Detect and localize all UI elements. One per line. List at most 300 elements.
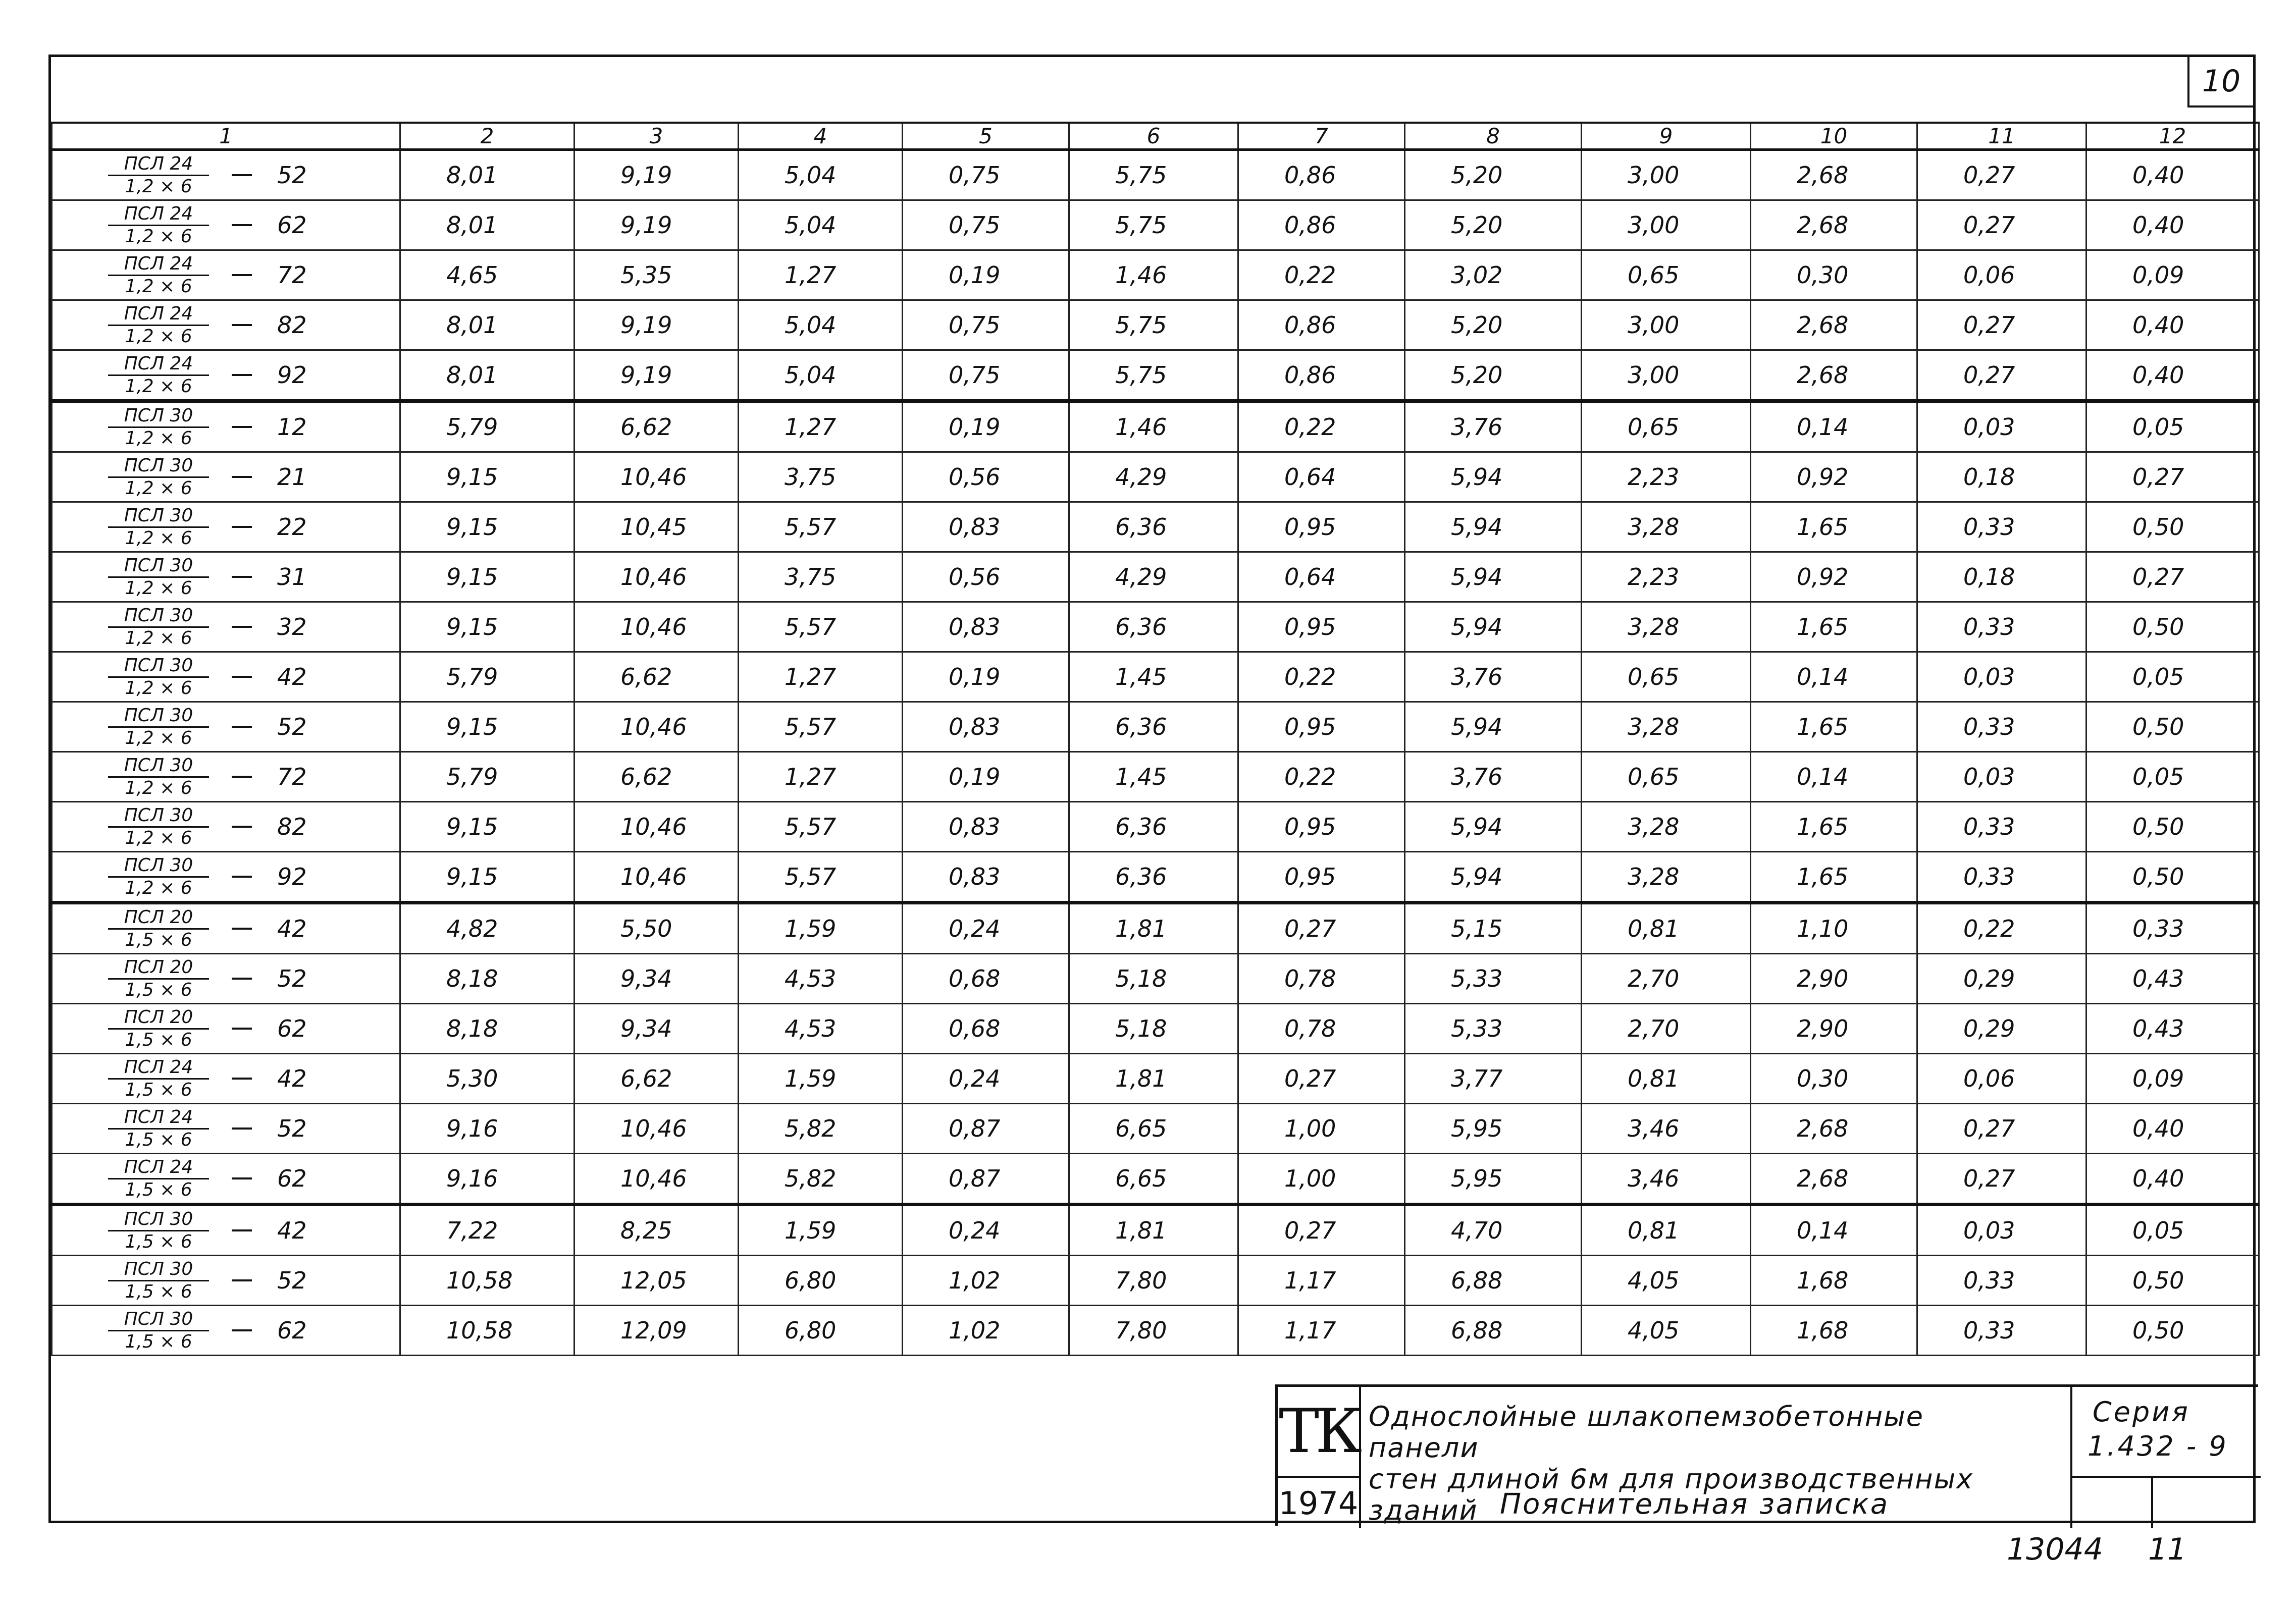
value-cell-col-7: 0,86 [1238, 200, 1405, 250]
value-cell-col-2: 10,58 [400, 1256, 575, 1306]
panel-mark-cell [52, 903, 400, 954]
value-cell-col-10: 0,14 [1751, 752, 1917, 802]
value-cell-col-9: 0,65 [1582, 401, 1751, 452]
panel-type: ПСЛ 30 [108, 406, 209, 428]
value-cell-col-11: 0,27 [1917, 150, 2086, 200]
value-cell-col-7: 1,00 [1238, 1154, 1405, 1205]
value-cell-col-5: 0,87 [903, 1154, 1069, 1205]
panel-size: 1,2 × 6 [125, 427, 192, 449]
title-line-1: Однослойные шлакопемзобетонные панели [1369, 1401, 1924, 1464]
organization-logo: ТК [1278, 1387, 1361, 1478]
value-cell-col-8: 5,20 [1405, 300, 1582, 350]
value-cell-col-7: 1,17 [1238, 1306, 1405, 1356]
value-cell-col-5: 0,83 [903, 702, 1069, 752]
value-cell-col-2: 9,16 [400, 1154, 575, 1205]
value-cell-col-8: 3,76 [1405, 401, 1582, 452]
value-cell-col-7: 0,95 [1238, 852, 1405, 903]
value-cell-col-2: 8,01 [400, 350, 575, 401]
value-cell-col-8: 5,95 [1405, 1104, 1582, 1154]
table-row [52, 350, 2259, 401]
panel-mark [53, 703, 399, 751]
value-cell-col-4: 5,57 [739, 602, 903, 652]
panel-mark-fraction [108, 556, 209, 598]
dash-separator [232, 174, 252, 176]
panel-mark-cell [52, 150, 400, 200]
value-cell-col-10: 2,68 [1751, 300, 1917, 350]
value-cell-col-10: 0,14 [1751, 652, 1917, 702]
value-cell-col-10: 2,90 [1751, 1004, 1917, 1054]
panel-mark-fraction [108, 756, 209, 798]
panel-size: 1,2 × 6 [125, 827, 192, 848]
value-cell-col-7: 0,27 [1238, 1205, 1405, 1256]
value-cell-col-11: 0,27 [1917, 200, 2086, 250]
panel-mark [53, 954, 399, 1003]
panel-code: 52 [277, 1267, 307, 1294]
panel-type: ПСЛ 30 [108, 806, 209, 828]
value-cell-col-3: 9,19 [575, 350, 739, 401]
value-cell-col-3: 10,46 [575, 602, 739, 652]
value-cell-col-9: 3,46 [1582, 1104, 1751, 1154]
value-cell-col-6: 1,46 [1069, 401, 1238, 452]
value-cell-col-5: 0,19 [903, 401, 1069, 452]
value-cell-col-5: 0,24 [903, 1054, 1069, 1104]
table-row [52, 1004, 2259, 1054]
value-cell-col-4: 4,53 [739, 954, 903, 1004]
panel-type: ПСЛ 30 [108, 1260, 209, 1281]
dash-separator [232, 1229, 252, 1231]
value-cell-col-4: 1,59 [739, 1054, 903, 1104]
value-cell-col-8: 5,94 [1405, 702, 1582, 752]
value-cell-col-10: 2,68 [1751, 150, 1917, 200]
panel-mark-fraction [108, 1210, 209, 1252]
panel-type: ПСЛ 24 [108, 1158, 209, 1179]
panel-mark-fraction [108, 706, 209, 748]
value-cell-col-7: 0,78 [1238, 954, 1405, 1004]
table-row [52, 1205, 2259, 1256]
value-cell-col-10: 2,68 [1751, 1104, 1917, 1154]
value-cell-col-7: 0,22 [1238, 652, 1405, 702]
value-cell-col-12: 0,40 [2086, 300, 2259, 350]
panel-type: ПСЛ 30 [108, 556, 209, 578]
value-cell-col-4: 6,80 [739, 1256, 903, 1306]
panel-code: 22 [277, 513, 307, 541]
dash-separator [232, 1078, 252, 1080]
value-cell-col-6: 7,80 [1069, 1306, 1238, 1356]
panel-code: 42 [277, 1065, 307, 1092]
panel-type: ПСЛ 20 [108, 1008, 209, 1030]
value-cell-col-9: 4,05 [1582, 1306, 1751, 1356]
value-cell-col-9: 0,65 [1582, 752, 1751, 802]
value-cell-col-7: 1,00 [1238, 1104, 1405, 1154]
value-cell-col-10: 1,65 [1751, 602, 1917, 652]
value-cell-col-11: 0,33 [1917, 1306, 2086, 1356]
value-cell-col-6: 6,36 [1069, 602, 1238, 652]
value-cell-col-12: 0,40 [2086, 150, 2259, 200]
value-cell-col-3: 10,46 [575, 452, 739, 502]
value-cell-col-2: 4,82 [400, 903, 575, 954]
value-cell-col-3: 9,19 [575, 300, 739, 350]
panel-mark-cell [52, 452, 400, 502]
value-cell-col-7: 0,78 [1238, 1004, 1405, 1054]
value-cell-col-10: 0,30 [1751, 1054, 1917, 1104]
table-row [52, 250, 2259, 300]
value-cell-col-11: 0,33 [1917, 1256, 2086, 1306]
panel-size: 1,5 × 6 [125, 1029, 192, 1050]
dash-separator [232, 526, 252, 528]
panel-type: ПСЛ 30 [108, 506, 209, 528]
value-cell-col-9: 0,65 [1582, 652, 1751, 702]
stamp-blank-cell-b [2151, 1478, 2261, 1528]
value-cell-col-10: 1,65 [1751, 852, 1917, 903]
dash-separator [232, 1279, 252, 1281]
table-row [52, 752, 2259, 802]
panel-size: 1,2 × 6 [125, 577, 192, 599]
panel-size: 1,2 × 6 [125, 777, 192, 798]
value-cell-col-4: 1,27 [739, 250, 903, 300]
value-cell-col-7: 0,22 [1238, 250, 1405, 300]
column-header-12: 12 [2086, 123, 2259, 150]
panel-mark [53, 1306, 399, 1355]
panel-type: ПСЛ 30 [108, 456, 209, 478]
specification-table [51, 122, 2260, 1356]
value-cell-col-8: 5,94 [1405, 452, 1582, 502]
panel-mark-cell [52, 1205, 400, 1256]
value-cell-col-10: 0,14 [1751, 1205, 1917, 1256]
panel-size: 1,2 × 6 [125, 877, 192, 898]
panel-code: 42 [277, 1217, 307, 1244]
value-cell-col-9: 4,05 [1582, 1256, 1751, 1306]
value-cell-col-9: 3,28 [1582, 502, 1751, 552]
value-cell-col-11: 0,27 [1917, 300, 2086, 350]
value-cell-col-5: 0,68 [903, 1004, 1069, 1054]
value-cell-col-7: 0,86 [1238, 300, 1405, 350]
value-cell-col-12: 0,40 [2086, 350, 2259, 401]
value-cell-col-12: 0,27 [2086, 552, 2259, 602]
value-cell-col-4: 3,75 [739, 452, 903, 502]
panel-type: ПСЛ 30 [108, 706, 209, 728]
value-cell-col-7: 0,22 [1238, 401, 1405, 452]
value-cell-col-10: 1,68 [1751, 1256, 1917, 1306]
dash-separator [232, 476, 252, 478]
panel-mark-cell [52, 602, 400, 652]
value-cell-col-10: 0,92 [1751, 452, 1917, 502]
value-cell-col-7: 0,95 [1238, 702, 1405, 752]
value-cell-col-2: 8,01 [400, 200, 575, 250]
panel-mark-fraction [108, 606, 209, 648]
value-cell-col-6: 4,29 [1069, 452, 1238, 502]
panel-mark-cell [52, 502, 400, 552]
panel-mark-fraction [108, 1058, 209, 1100]
panel-code: 62 [277, 1165, 307, 1192]
value-cell-col-6: 5,75 [1069, 150, 1238, 200]
value-cell-col-10: 0,14 [1751, 401, 1917, 452]
dash-separator [232, 1028, 252, 1030]
value-cell-col-3: 9,34 [575, 954, 739, 1004]
value-cell-col-2: 8,18 [400, 954, 575, 1004]
dash-separator [232, 726, 252, 728]
table-row [52, 652, 2259, 702]
panel-mark-cell [52, 200, 400, 250]
panel-code: 62 [277, 1317, 307, 1344]
value-cell-col-5: 0,83 [903, 502, 1069, 552]
panel-mark-fraction [108, 1158, 209, 1200]
panel-size: 1,2 × 6 [125, 276, 192, 297]
value-cell-col-9: 0,81 [1582, 1054, 1751, 1104]
value-cell-col-7: 0,27 [1238, 1054, 1405, 1104]
value-cell-col-6: 4,29 [1069, 552, 1238, 602]
panel-type: ПСЛ 24 [108, 354, 209, 376]
panel-mark-cell [52, 752, 400, 802]
panel-code: 82 [277, 311, 307, 339]
column-header-2: 2 [400, 123, 575, 150]
panel-mark-fraction [108, 254, 209, 296]
value-cell-col-4: 1,59 [739, 1205, 903, 1256]
panel-mark-cell [52, 1054, 400, 1104]
value-cell-col-6: 7,80 [1069, 1256, 1238, 1306]
column-header-11: 11 [1917, 123, 2086, 150]
dash-separator [232, 1329, 252, 1331]
dash-separator [232, 626, 252, 628]
table-row [52, 401, 2259, 452]
panel-mark-cell [52, 802, 400, 852]
value-cell-col-10: 1,65 [1751, 702, 1917, 752]
value-cell-col-6: 5,18 [1069, 954, 1238, 1004]
value-cell-col-10: 1,65 [1751, 502, 1917, 552]
value-cell-col-2: 8,01 [400, 300, 575, 350]
value-cell-col-6: 1,45 [1069, 752, 1238, 802]
value-cell-col-11: 0,29 [1917, 1004, 2086, 1054]
value-cell-col-5: 0,75 [903, 300, 1069, 350]
column-header-5: 5 [903, 123, 1069, 150]
value-cell-col-5: 0,83 [903, 802, 1069, 852]
value-cell-col-5: 0,83 [903, 852, 1069, 903]
panel-code: 92 [277, 361, 307, 389]
panel-size: 1,5 × 6 [125, 1079, 192, 1100]
value-cell-col-5: 1,02 [903, 1306, 1069, 1356]
value-cell-col-4: 1,27 [739, 401, 903, 452]
value-cell-col-2: 9,15 [400, 802, 575, 852]
panel-mark-fraction [108, 406, 209, 448]
dash-separator [232, 928, 252, 930]
panel-mark [53, 904, 399, 953]
column-header-8: 8 [1405, 123, 1582, 150]
panel-type: ПСЛ 30 [108, 606, 209, 628]
table-row [52, 903, 2259, 954]
panel-size: 1,5 × 6 [125, 1179, 192, 1200]
value-cell-col-3: 6,62 [575, 752, 739, 802]
value-cell-col-3: 6,62 [575, 401, 739, 452]
panel-size: 1,2 × 6 [125, 226, 192, 247]
value-cell-col-8: 5,33 [1405, 954, 1582, 1004]
value-cell-col-8: 6,88 [1405, 1306, 1582, 1356]
value-cell-col-12: 0,50 [2086, 1256, 2259, 1306]
panel-size: 1,2 × 6 [125, 627, 192, 649]
panel-size: 1,2 × 6 [125, 677, 192, 699]
archive-number: 13044 [2007, 1532, 2103, 1567]
dash-separator [232, 324, 252, 326]
value-cell-col-12: 0,50 [2086, 702, 2259, 752]
value-cell-col-7: 0,86 [1238, 150, 1405, 200]
panel-mark-fraction [108, 806, 209, 848]
value-cell-col-12: 0,40 [2086, 1104, 2259, 1154]
value-cell-col-12: 0,27 [2086, 452, 2259, 502]
value-cell-col-11: 0,27 [1917, 1104, 2086, 1154]
value-cell-col-10: 2,68 [1751, 1154, 1917, 1205]
panel-type: ПСЛ 24 [108, 154, 209, 176]
value-cell-col-12: 0,50 [2086, 802, 2259, 852]
panel-mark [53, 753, 399, 801]
panel-type: ПСЛ 24 [108, 304, 209, 326]
value-cell-col-12: 0,40 [2086, 200, 2259, 250]
panel-mark [53, 802, 399, 851]
value-cell-col-3: 9,19 [575, 200, 739, 250]
value-cell-col-3: 8,25 [575, 1205, 739, 1256]
value-cell-col-5: 0,87 [903, 1104, 1069, 1154]
value-cell-col-10: 0,30 [1751, 250, 1917, 300]
panel-mark-fraction [108, 506, 209, 548]
dash-separator [232, 576, 252, 578]
panel-type: ПСЛ 24 [108, 1058, 209, 1080]
value-cell-col-11: 0,06 [1917, 250, 2086, 300]
value-cell-col-6: 5,75 [1069, 300, 1238, 350]
panel-mark [53, 553, 399, 601]
value-cell-col-3: 10,46 [575, 852, 739, 903]
value-cell-col-11: 0,33 [1917, 852, 2086, 903]
value-cell-col-8: 3,02 [1405, 250, 1582, 300]
value-cell-col-5: 0,83 [903, 602, 1069, 652]
panel-size: 1,2 × 6 [125, 176, 192, 197]
value-cell-col-9: 2,70 [1582, 1004, 1751, 1054]
value-cell-col-3: 5,50 [575, 903, 739, 954]
value-cell-col-5: 0,56 [903, 552, 1069, 602]
dash-separator [232, 1177, 252, 1179]
value-cell-col-7: 0,95 [1238, 502, 1405, 552]
value-cell-col-9: 3,00 [1582, 150, 1751, 200]
dash-separator [232, 776, 252, 778]
value-cell-col-9: 3,28 [1582, 802, 1751, 852]
value-cell-col-4: 5,04 [739, 200, 903, 250]
value-cell-col-3: 12,05 [575, 1256, 739, 1306]
panel-mark-fraction [108, 1108, 209, 1150]
value-cell-col-2: 4,65 [400, 250, 575, 300]
value-cell-col-6: 6,65 [1069, 1104, 1238, 1154]
panel-code: 52 [277, 713, 307, 740]
dash-separator [232, 876, 252, 878]
value-cell-col-11: 0,29 [1917, 954, 2086, 1004]
panel-mark-fraction [108, 908, 209, 950]
value-cell-col-6: 1,45 [1069, 652, 1238, 702]
panel-code: 42 [277, 663, 307, 690]
value-cell-col-8: 3,76 [1405, 752, 1582, 802]
panel-mark [53, 603, 399, 651]
value-cell-col-7: 0,22 [1238, 752, 1405, 802]
column-header-7: 7 [1238, 123, 1405, 150]
table-row [52, 702, 2259, 752]
value-cell-col-8: 5,94 [1405, 602, 1582, 652]
document-subtitle: Пояснительная записка [1500, 1488, 1890, 1521]
value-cell-col-12: 0,50 [2086, 1306, 2259, 1356]
panel-mark [53, 852, 399, 901]
dash-separator [232, 374, 252, 376]
value-cell-col-2: 10,58 [400, 1306, 575, 1356]
panel-mark [53, 1154, 399, 1203]
value-cell-col-4: 5,04 [739, 350, 903, 401]
dash-separator [232, 676, 252, 678]
value-cell-col-10: 2,68 [1751, 350, 1917, 401]
dash-separator [232, 426, 252, 428]
panel-mark-cell [52, 1256, 400, 1306]
value-cell-col-2: 9,15 [400, 502, 575, 552]
column-header-4: 4 [739, 123, 903, 150]
table-body [52, 150, 2259, 1356]
panel-mark-fraction [108, 656, 209, 698]
value-cell-col-3: 10,46 [575, 552, 739, 602]
value-cell-col-3: 12,09 [575, 1306, 739, 1356]
value-cell-col-9: 2,23 [1582, 552, 1751, 602]
value-cell-col-12: 0,50 [2086, 852, 2259, 903]
value-cell-col-11: 0,03 [1917, 401, 2086, 452]
panel-mark [53, 653, 399, 701]
value-cell-col-6: 6,65 [1069, 1154, 1238, 1205]
value-cell-col-5: 0,56 [903, 452, 1069, 502]
panel-mark [53, 201, 399, 249]
value-cell-col-3: 10,46 [575, 1154, 739, 1205]
value-cell-col-10: 2,68 [1751, 200, 1917, 250]
value-cell-col-9: 0,81 [1582, 1205, 1751, 1256]
panel-mark-cell [52, 1104, 400, 1154]
panel-mark-fraction [108, 456, 209, 498]
value-cell-col-9: 0,65 [1582, 250, 1751, 300]
value-cell-col-9: 3,46 [1582, 1154, 1751, 1205]
panel-code: 82 [277, 813, 307, 840]
dash-separator [232, 224, 252, 226]
value-cell-col-6: 5,75 [1069, 200, 1238, 250]
value-cell-col-3: 10,45 [575, 502, 739, 552]
panel-mark-cell [52, 1154, 400, 1205]
value-cell-col-9: 3,28 [1582, 702, 1751, 752]
value-cell-col-2: 5,79 [400, 652, 575, 702]
value-cell-col-2: 8,18 [400, 1004, 575, 1054]
value-cell-col-2: 9,15 [400, 452, 575, 502]
value-cell-col-4: 1,27 [739, 652, 903, 702]
value-cell-col-11: 0,22 [1917, 903, 2086, 954]
value-cell-col-4: 5,57 [739, 852, 903, 903]
value-cell-col-6: 6,36 [1069, 852, 1238, 903]
panel-mark-fraction [108, 856, 209, 898]
panel-mark-cell [52, 702, 400, 752]
panel-mark-cell [52, 1306, 400, 1356]
value-cell-col-8: 5,94 [1405, 852, 1582, 903]
panel-code: 52 [277, 162, 307, 189]
value-cell-col-11: 0,33 [1917, 702, 2086, 752]
table-row [52, 852, 2259, 903]
panel-code: 32 [277, 613, 307, 640]
value-cell-col-11: 0,03 [1917, 752, 2086, 802]
panel-mark [53, 301, 399, 349]
panel-size: 1,2 × 6 [125, 326, 192, 347]
value-cell-col-3: 9,34 [575, 1004, 739, 1054]
value-cell-col-4: 6,80 [739, 1306, 903, 1356]
title-line-2: стен длиной 6м для производственных зданий [1369, 1463, 1974, 1526]
value-cell-col-11: 0,27 [1917, 1154, 2086, 1205]
value-cell-col-2: 9,15 [400, 702, 575, 752]
drawing-sheet [48, 55, 2256, 1526]
value-cell-col-7: 0,95 [1238, 602, 1405, 652]
panel-type: ПСЛ 30 [108, 1210, 209, 1231]
panel-size: 1,5 × 6 [125, 1231, 192, 1252]
value-cell-col-9: 2,70 [1582, 954, 1751, 1004]
value-cell-col-8: 5,15 [1405, 903, 1582, 954]
